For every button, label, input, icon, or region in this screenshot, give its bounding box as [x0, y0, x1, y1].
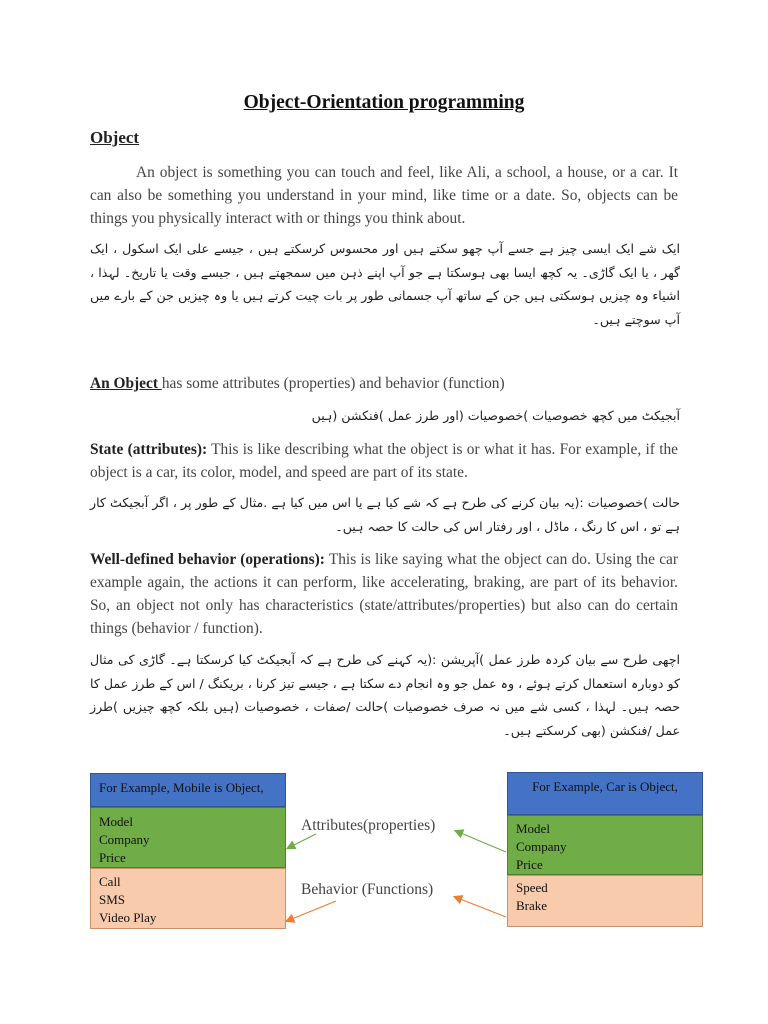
behavior-text: This is like saying what the object can do. Using the car example again, the actions it can perform, like accelerating, braking, are part of its behavior. So, an object not only has characteristics (state/attributes/properties) but also can do certain things (behavior / function).	[90, 551, 678, 637]
mobile-attribute-item: Model	[99, 814, 133, 829]
state-paragraph	[90, 438, 678, 484]
car-behavior-item: Speed	[516, 880, 548, 895]
car-object-header: For Example, Car is Object,	[507, 772, 703, 815]
object-urdu-paragraph: ایک شے ایک ایسی چیز ہے جسے آپ چھو سکتے ہیں اور محسوس کرسکتے ہیں ، جیسے علی ایک اسکول ، ایک گھر ، یا ایک گاڑی۔ یہ کچھ ایسا بھی ہوسکتا ہے جو آپ اپنے ذہن میں سمجھتے ہیں ، جیسے وقت یا تاریخ۔ لہذا ، اشیاء وہ چیزیں ہوسکتی ہیں جن کے ساتھ آپ جسمانی طور پر بات چیت کرتے ہیں یا وہ چیزیں جن کے بارے میں آپ سوچتے ہیں۔	[90, 241, 680, 327]
mobile-behavior-item: Call	[99, 874, 121, 889]
mobile-attribute-item: Price	[99, 850, 126, 865]
an-object-lead: An Object	[90, 375, 162, 392]
an-object-urdu: آبجیکٹ میں کچھ خصوصیات )خصوصیات (اور طرز عمل )فنکشن (ہیں	[311, 408, 680, 423]
state-urdu: حالت )خصوصیات :(یہ بیان کرنے کی طرح ہے کہ شے کیا ہے یا اس میں کیا ہے .مثال کے طور پر ، اگر آبجیکٹ کار ہے تو ، اس کا رنگ ، ماڈل ، اور رفتار اس کی حالت کا حصہ ہیں۔	[90, 495, 680, 534]
mobile-attributes-box	[90, 807, 286, 868]
mobile-behavior-item: SMS	[99, 892, 126, 907]
arrow-behavior-to-mobile	[287, 901, 336, 921]
object-heading: Object	[90, 128, 140, 147]
an-object-paragraph	[90, 372, 678, 395]
car-attribute-item: Company	[516, 839, 567, 854]
car-attribute-item: Model	[516, 821, 550, 836]
car-behavior-item: Brake	[516, 898, 548, 913]
behavior-label: Behavior (Functions)	[301, 881, 434, 898]
state-text: This is like describing what the object is or what it has. For example, if the object is a car, its color, model, and speed are part of its state.	[90, 441, 679, 481]
arrow-car-to-attributes	[456, 831, 506, 852]
mobile-attribute-item: Company	[99, 832, 150, 847]
object-paragraph: An object is something you can touch and feel, like Ali, a school, a house, or a car. It can also be something you understand in your mind, like time or a date. So, objects can be things you physically interact with or things you think about.	[90, 164, 678, 227]
car-attributes-box	[507, 815, 703, 875]
an-object-text: has some attributes (properties) and behavior (function)	[161, 375, 505, 392]
behavior-paragraph	[90, 548, 678, 640]
mobile-behavior-item: Video Play	[99, 910, 157, 925]
arrow-car-to-behavior	[455, 897, 506, 917]
behavior-lead: Well-defined behavior (operations):	[90, 551, 325, 568]
attributes-label: Attributes(properties)	[301, 817, 436, 834]
page-title: Object-Orientation programming	[243, 92, 525, 113]
behavior-urdu: اچھی طرح سے بیان کردہ طرز عمل )آپریشن :(یہ کہنے کی طرح ہے کہ آبجیکٹ کیا کرسکتا ہے۔ گاڑی کی مثال کو دوبارہ استعمال کرتے ہوئے ، وہ عمل جو وہ انجام دے سکتا ہے ، جیسے تیز کرنا ، بریکنگ / اس کے طرز عمل کا حصہ ہیں۔ لہذا ، کسی شے میں نہ صرف خصوصیات )حالت /صفات ، خصوصیات (ہیں بلکہ کچھ چیزیں )طرز عمل /فنکشن (بھی کرسکتے ہیں۔	[90, 652, 680, 738]
car-behaviors-box	[507, 875, 703, 927]
mobile-object-header: For Example, Mobile is Object,	[90, 773, 286, 807]
state-lead: State (attributes):	[90, 441, 208, 458]
mobile-behaviors-box	[90, 868, 286, 929]
arrow-attributes-to-mobile	[288, 834, 316, 848]
car-attribute-item: Price	[516, 857, 543, 872]
